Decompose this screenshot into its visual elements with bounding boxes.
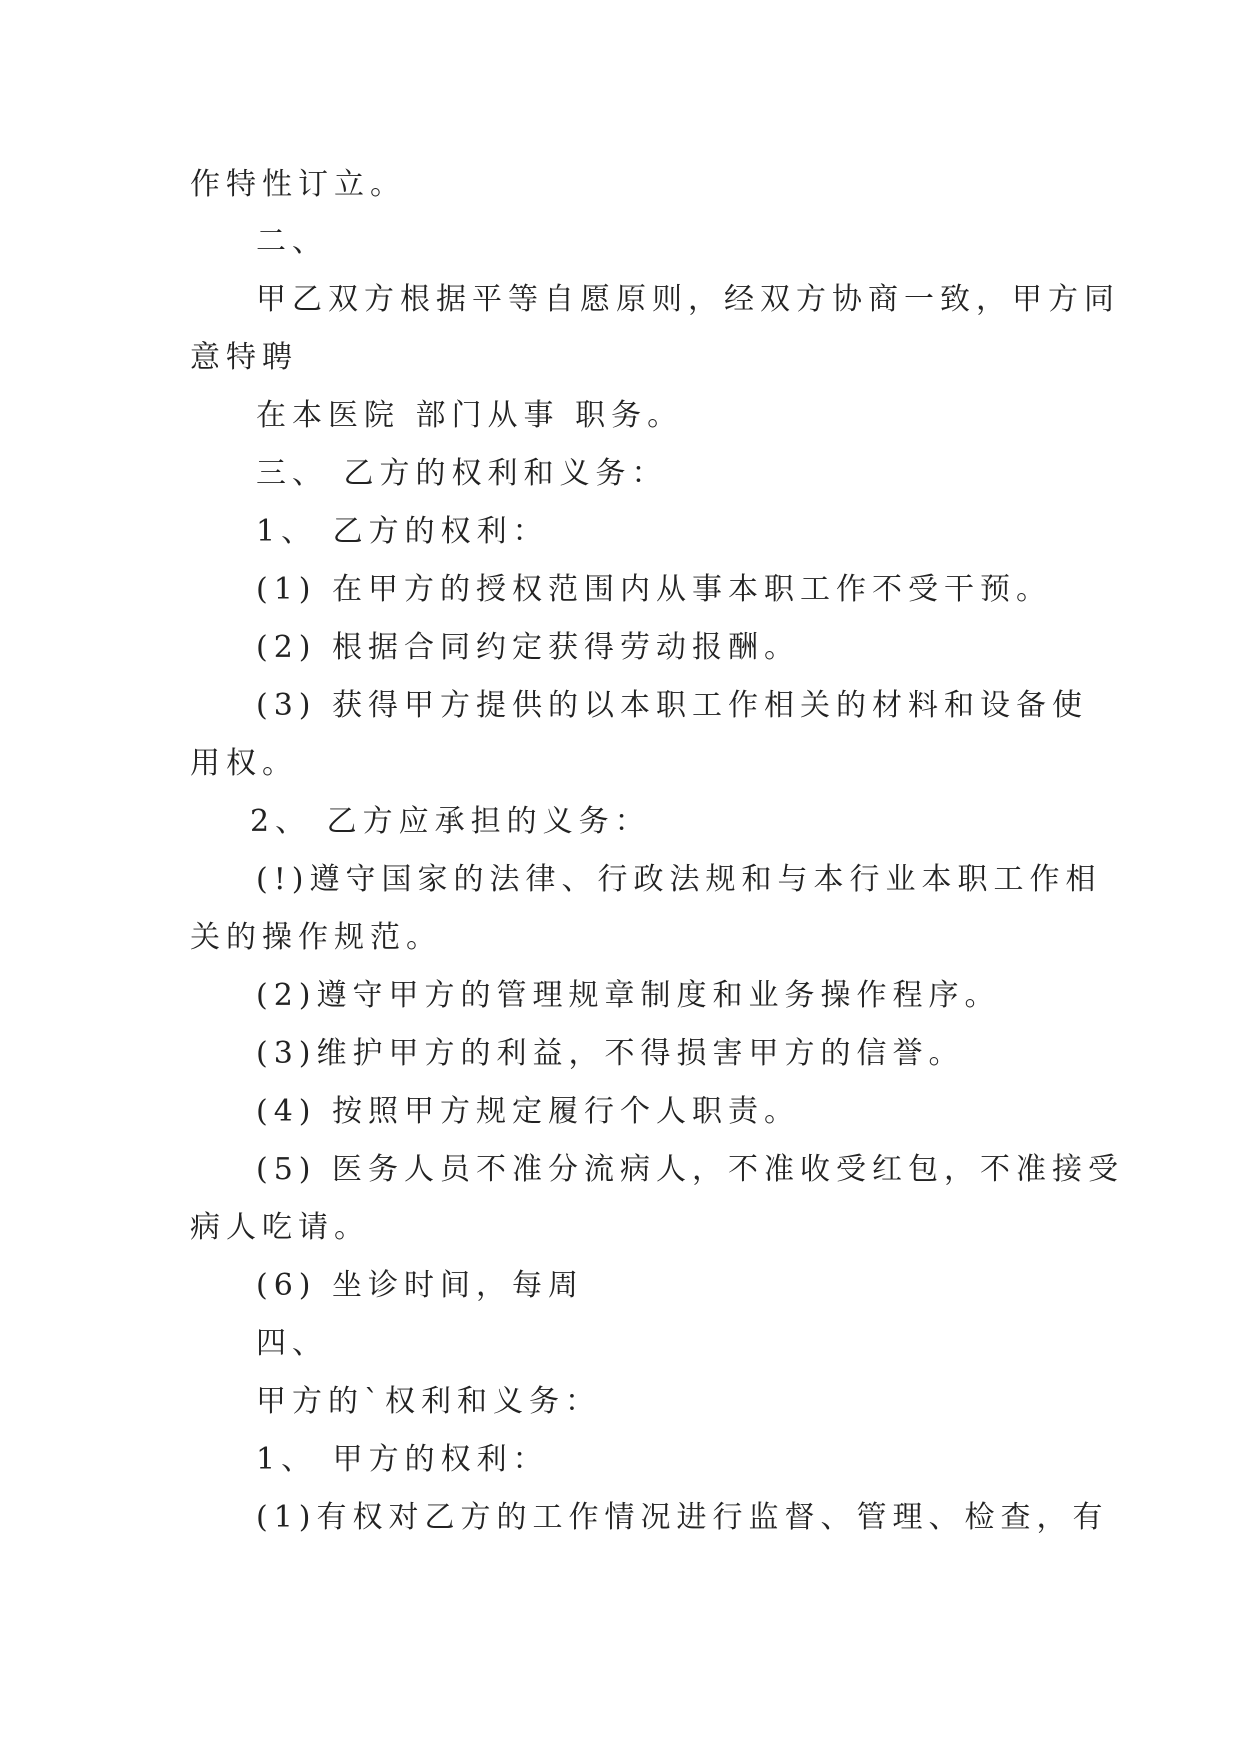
text-line-15: (2)遵守甲方的管理规章制度和业务操作程序。 [256,978,1001,1013]
text-line-8: (1) 在甲方的授权范围内从事本职工作不受干预。 [256,572,1053,607]
text-line-6: 三、 乙方的权利和义务： [256,456,668,491]
text-line-22: 甲方的`权利和义务： [256,1384,601,1419]
text-line-18: (5) 医务人员不准分流病人，不准收受红包，不准接受 [256,1152,1125,1187]
text-line-5: 在本医院 部门从事 职务。 [256,398,684,433]
text-line-11: 用权。 [190,746,298,781]
text-line-7: 1、 乙方的权利： [256,514,549,549]
text-line-1: 作特性订立。 [190,167,406,202]
text-line-21: 四、 [256,1326,328,1361]
text-line-2: 二、 [256,224,328,259]
text-line-19: 病人吃请。 [190,1210,370,1245]
text-line-12: 2、 乙方应承担的义务： [250,804,651,839]
text-line-4: 意特聘 [190,340,298,375]
text-line-16: (3)维护甲方的利益，不得损害甲方的信誉。 [256,1036,965,1071]
text-line-20: (6) 坐诊时间，每周 [256,1268,585,1303]
text-line-13: (!)遵守国家的法律、行政法规和与本行业本职工作相 [256,862,1102,897]
text-line-3: 甲乙双方根据平等自愿原则，经双方协商一致，甲方同 [256,282,1120,317]
text-line-14: 关的操作规范。 [190,920,442,955]
text-line-23: 1、 甲方的权利： [256,1442,549,1477]
text-line-24: (1)有权对乙方的工作情况进行监督、管理、检查，有 [256,1500,1109,1535]
text-line-17: (4) 按照甲方规定履行个人职责。 [256,1094,801,1129]
text-line-9: (2) 根据合同约定获得劳动报酬。 [256,630,801,665]
text-line-10: (3) 获得甲方提供的以本职工作相关的材料和设备使 [256,688,1089,723]
